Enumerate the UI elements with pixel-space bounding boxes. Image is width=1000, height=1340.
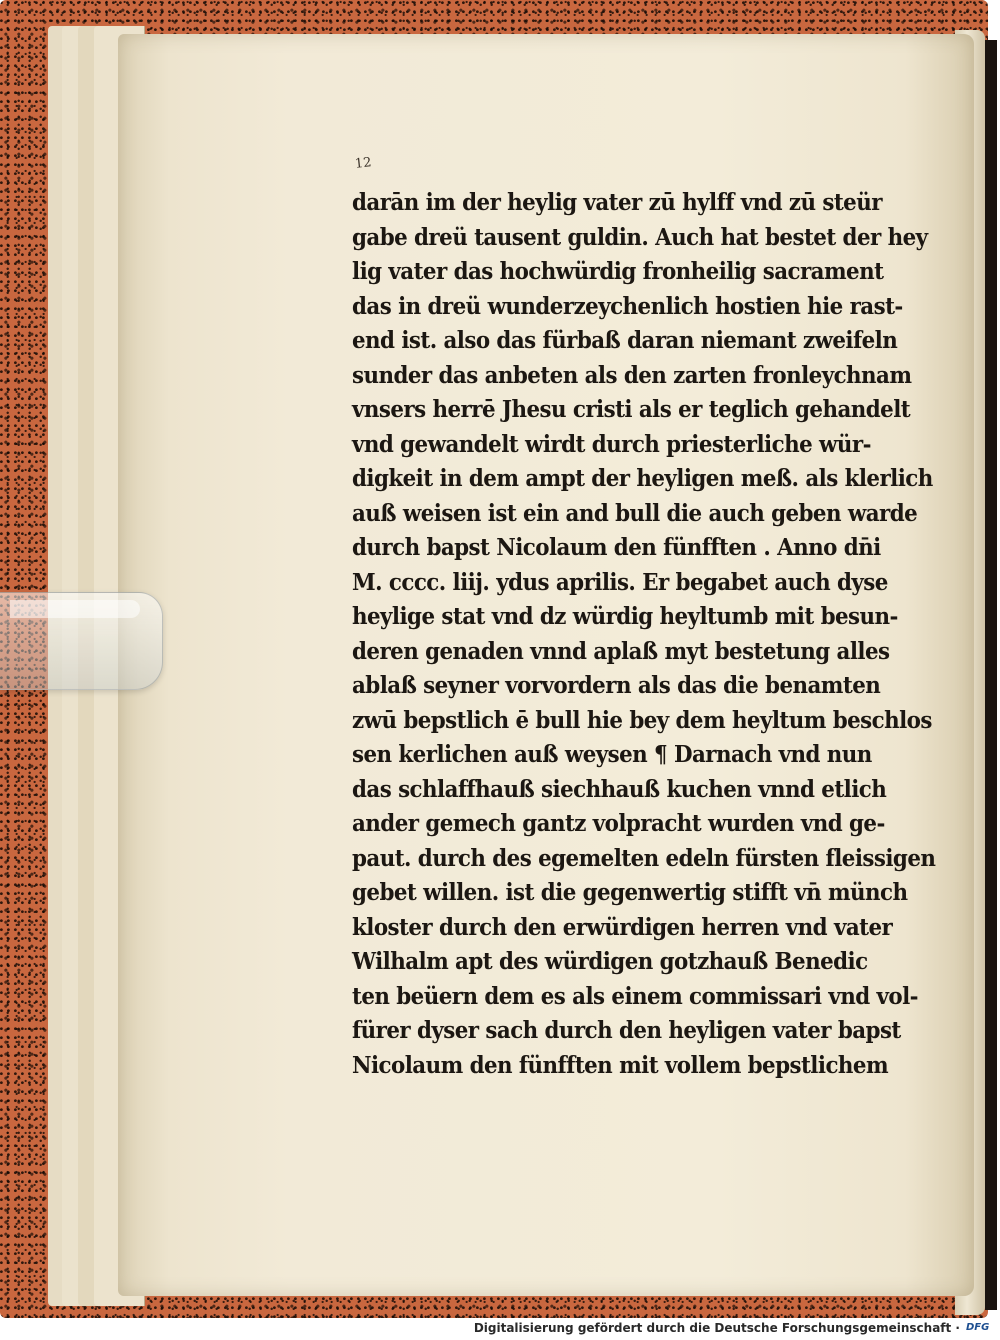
text-block bbox=[352, 186, 942, 1083]
text-line: ablaß seyner vorvordern als das die benamten bbox=[352, 672, 881, 699]
text-line: ander gemech gantz volpracht wurden vnd ge- bbox=[352, 810, 885, 837]
right-shadow bbox=[985, 40, 997, 1310]
text-line: sunder das anbeten als den zarten fronleychnam bbox=[352, 361, 912, 389]
text-line: Wilhalm apt des würdigen gotzhauß Benedic bbox=[352, 948, 868, 975]
text-line: zwū bepstlich ē bull hie bey dem heyltum beschlos bbox=[352, 706, 932, 734]
text-line: heylige stat vnd dz würdig heyltumb mit besun- bbox=[352, 603, 898, 630]
text-line: paut. durch des egemelten edeln fürsten fleissigen bbox=[352, 844, 936, 872]
text-line: das in dreü wunderzeychenlich hostien hie rast- bbox=[352, 292, 903, 320]
footer-bar bbox=[0, 1318, 1000, 1340]
text-line: ten beüern dem es als einem commissari vnd vol- bbox=[352, 982, 919, 1010]
text-line: auß weisen ist ein and bull die auch geben warde bbox=[352, 499, 918, 527]
footer-credit: Digitalisierung gefördert durch die Deutsche Forschungsgemeinschaft · bbox=[473, 1321, 960, 1335]
text-line: gebet willen. ist die gegenwertig stifft vn̄ münch bbox=[352, 879, 908, 906]
text-line: deren genaden vnnd aplaß myt bestetung alles bbox=[352, 637, 890, 665]
text-line: durch bapst Nicolaum den fünfften . Anno dn̄i bbox=[352, 534, 881, 561]
text-line: das schlaffhauß siechhauß kuchen vnnd etlich bbox=[352, 775, 887, 803]
text-line: lig vater das hochwürdig fronheilig sacrament bbox=[352, 258, 884, 285]
text-line: vnd gewandelt wirdt durch priesterliche wür- bbox=[352, 430, 871, 458]
page-number: 12 bbox=[354, 155, 373, 172]
text-line: end ist. also das fürbaß daran niemant zweifeln bbox=[352, 327, 898, 354]
glass-highlight bbox=[10, 600, 140, 618]
text-line: gabe dreü tausent guldin. Auch hat bestet der hey bbox=[352, 223, 928, 251]
text-line: Nicolaum den fünfften mit vollem bepstlichem bbox=[352, 1051, 889, 1079]
text-line: kloster durch den erwürdigen herren vnd vater bbox=[352, 913, 893, 941]
text-line: vnsers herrē Jhesu cristi als er teglich gehandelt bbox=[352, 396, 911, 423]
text-line: sen kerlichen auß weysen ¶ Darnach vnd nun bbox=[352, 741, 872, 768]
text-line: M. cccc. liij. ydus aprilis. Er begabet auch dyse bbox=[352, 568, 888, 596]
text-line: digkeit in dem ampt der heyligen meß. als klerlich bbox=[352, 465, 933, 492]
dfg-logo: DFG bbox=[966, 1322, 990, 1333]
text-line: darān im der heylig vater zū hylff vnd zū steür bbox=[352, 189, 882, 216]
text-line: fürer dyser sach durch den heyligen vater bapst bbox=[352, 1017, 901, 1044]
